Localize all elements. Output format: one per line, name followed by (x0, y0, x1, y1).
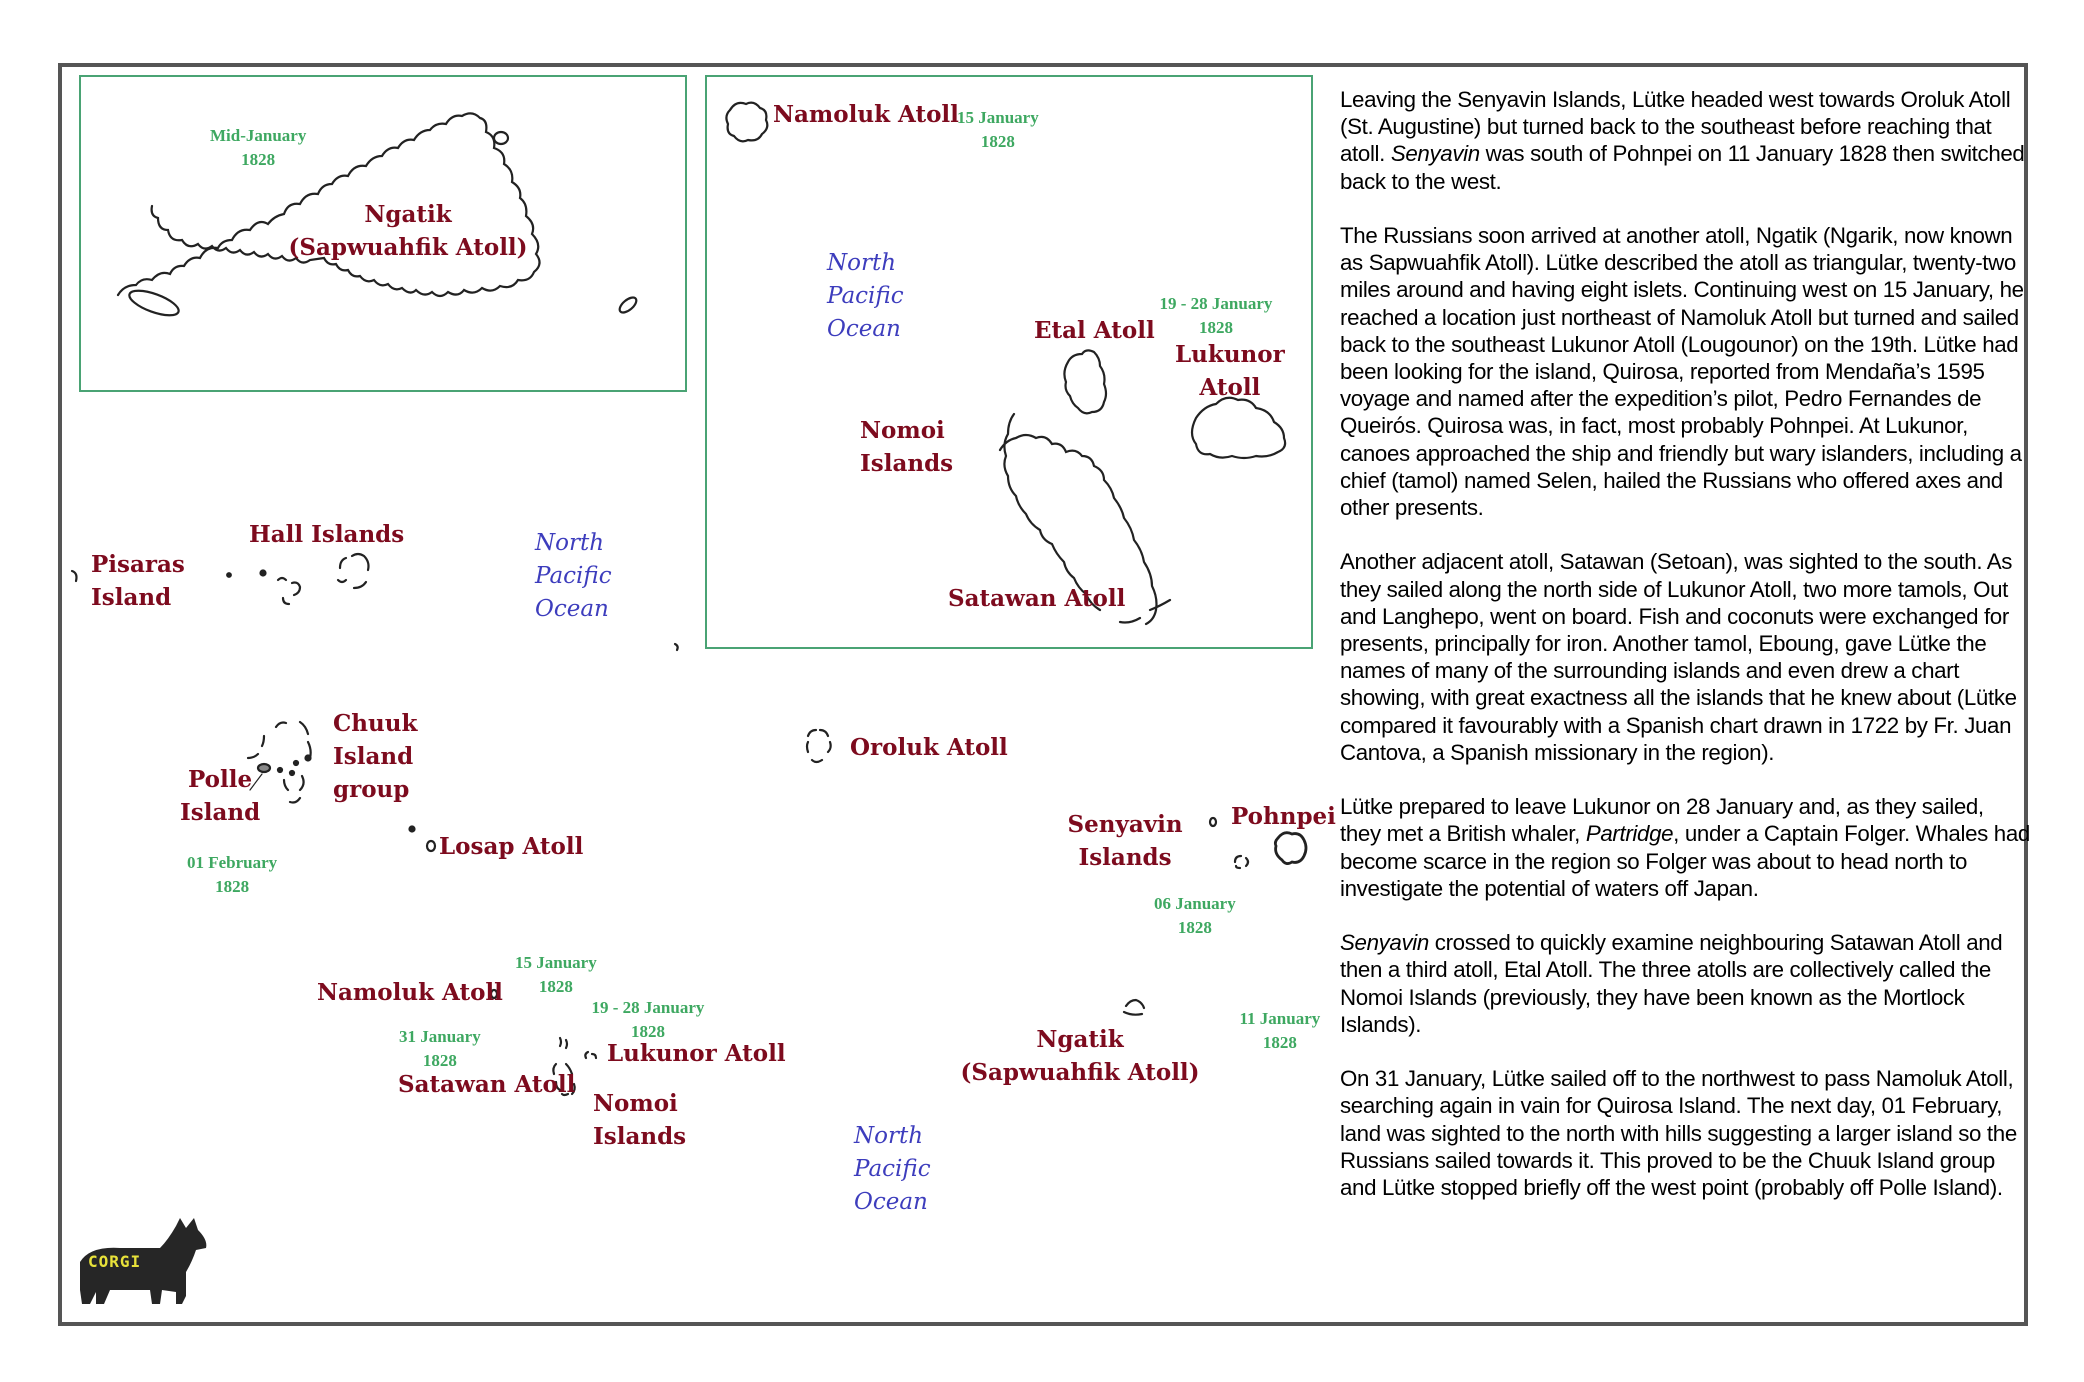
inset-namoluk-label: Namoluk Atoll (773, 101, 959, 128)
inset-satawan-label: Satawan Atoll (948, 585, 1126, 612)
narrative-paragraph (1340, 548, 2030, 766)
narrative-run: Another adjacent atoll, Satawan (Setoan), was sighted to the south. As they sailed along the north side of Lukunor Atoll, two more tamols, Out and Langhepo, went on board. Fish and coconuts were exchanged for presents, principally for iron. Another tamol, Eboung, gave Lütke the names of many of the surrounding islands and even drew a chart showing, with great exactness all the islands that he knew about (Lütke compared it favourably with a Spanish chart drawn in 1722 by Fr. Juan Cantova, a Spanish missionary in the region). (1340, 549, 2017, 765)
chuuk-label: Chuuk Island group (333, 710, 418, 803)
satawan-date: 31 January 1828 (399, 1027, 481, 1070)
hall-islands-dot (261, 571, 266, 576)
inset-nomoi-label: Nomoi Islands (860, 417, 954, 477)
narrative-run: The Russians soon arrived at another atoll, Ngatik (Ngarik, now known as Sapwuahfik Atoll). Lütke described the atoll as triangular, twenty-two miles around and having eight islets. Continuing west on 15 January, he reached a location just northeast of Namoluk Atoll but turned and sailed back to the southeast Lukunor Atoll (Lougounor) on the 19th. Lütke had been looking for the island, Quirosa, reported from Mendaña’s 1595 voyage and named after the expedition’s pilot, Pedro Fernandes de Queirós. Quirosa was, in fact, most probably Pohnpei. At Lukunor, canoes approached the ship and friendly but wary islanders, including a chief (tamol) named Selen, hailed the Russians who offered axes and other presents. (1340, 223, 2024, 521)
pisaras-island-mark (72, 571, 77, 581)
narrative-run: Lütke prepared to leave Lukunor on 28 January and, as they sailed, they met a British whaler, (1340, 794, 1984, 847)
ngatik-islet (617, 295, 639, 316)
polle-island-label: Polle Island (180, 766, 261, 826)
narrative-italic-run: Partridge (1585, 821, 1674, 847)
ngatik-label: Ngatik (Sapwuahfik Atoll) (960, 1026, 1200, 1086)
hall-islands-atoll (338, 554, 369, 588)
narrative-run: crossed to quickly examine neighbouring Satawan Atoll and then a third atoll, Etal Atoll. The three atolls are collectively called the Nomoi Islands (previously, they have been known as the Mortlock Islands). (1340, 930, 2003, 1037)
lukunor-atoll-outline (1192, 398, 1285, 458)
chuuk-islet (278, 768, 282, 772)
senyavin-date: 06 January 1828 (1154, 894, 1236, 937)
oroluk-atoll-outline (807, 730, 831, 762)
hall-islands-label: Hall Islands (249, 521, 405, 548)
satawan-label: Satawan Atoll (398, 1071, 576, 1098)
ngatik-atoll-mark (1124, 1000, 1144, 1015)
inset-namoluk-date: 15 January 1828 (957, 108, 1039, 151)
pohnpei-island-outline (1275, 833, 1306, 864)
ngatik-islet (494, 132, 508, 144)
narrative-paragraph (1340, 793, 2030, 902)
narrative-paragraph (1340, 1065, 2030, 1201)
corgi-logo-text: CORGI (88, 1252, 142, 1271)
namoluk-date: 15 January 1828 (515, 953, 597, 996)
chuuk-islet (290, 771, 294, 775)
senyavin-islet (1210, 818, 1216, 826)
inset-ngatik-label: Ngatik (Sapwuahfik Atoll) (288, 201, 528, 261)
narrative-paragraph (1340, 222, 2030, 521)
small-island-mark (675, 644, 678, 650)
chuuk-islet (306, 756, 311, 761)
inset-etal-label: Etal Atoll (1034, 317, 1155, 344)
narrative-run: was south of Pohnpei on 11 January 1828 then switched back to the west. (1340, 141, 2025, 194)
chuuk-islet (294, 761, 298, 765)
lukunor-atoll-mark (585, 1052, 596, 1058)
etal-atoll-mark (560, 1038, 567, 1048)
lukunor-label: Lukunor Atoll (607, 1040, 786, 1067)
oroluk-label: Oroluk Atoll (850, 734, 1008, 761)
namoluk-label: Namoluk Atoll (317, 979, 503, 1006)
losap-label: Losap Atoll (439, 833, 584, 860)
narrative-run: , under a Captain Folger. Whales had become scarce in the region so Folger was about to head north to investigate the potential of waters off Japan. (1340, 821, 2030, 901)
losap-dot (410, 827, 415, 832)
lukunor-date: 19 - 28 January 1828 (591, 998, 705, 1041)
inset-ocean-label: North Pacific Ocean (827, 250, 904, 342)
ant-atoll-mark (1235, 856, 1248, 868)
hall-islands-mark (278, 578, 300, 604)
ocean-label-south: North Pacific Ocean (854, 1123, 931, 1215)
narrative-run: On 31 January, Lütke sailed off to the northwest to pass Namoluk Atoll, searching again in vain for Quirosa Island. The next day, 01 February, land was sighted to the north with hills suggesting a larger island so the Russians sailed towards it. This proved to be the Chuuk Island group and Lütke stopped briefly off the west point (probably off Polle Island). (1340, 1066, 2017, 1201)
chuuk-date: 01 February 1828 (187, 853, 278, 896)
narrative-run: Leaving the Senyavin Islands, Lütke headed west towards Oroluk Atoll (St. Augustine) but turned back to the southeast before reaching that atoll. (1340, 87, 2011, 167)
namoluk-atoll-outline (726, 103, 767, 142)
hall-islands-dot (227, 573, 231, 577)
narrative-paragraph (1340, 86, 2030, 195)
nomoi-islands-label: Nomoi Islands (593, 1090, 687, 1150)
ocean-label-north: North Pacific Ocean (535, 530, 612, 622)
ngatik-islet (126, 286, 181, 321)
inset-lukunor-label: Lukunor Atoll (1175, 341, 1285, 401)
narrative-italic-run: Senyavin (1390, 141, 1480, 167)
losap-atoll-mark (427, 841, 435, 851)
inset-ngatik-date: Mid-January 1828 (210, 126, 307, 169)
etal-atoll-outline (1064, 350, 1106, 413)
inset-lukunor-date: 19 - 28 January 1828 (1159, 294, 1273, 337)
narrative-italic-run: Senyavin (1340, 930, 1429, 956)
narrative-text (1340, 86, 2030, 1228)
pohnpei-label: Pohnpei (1231, 803, 1336, 830)
narrative-paragraph (1340, 929, 2030, 1038)
pisaras-island-label: Pisaras Island (91, 551, 185, 611)
ngatik-date: 11 January 1828 (1239, 1009, 1321, 1052)
senyavin-label: Senyavin Islands (1067, 811, 1183, 871)
